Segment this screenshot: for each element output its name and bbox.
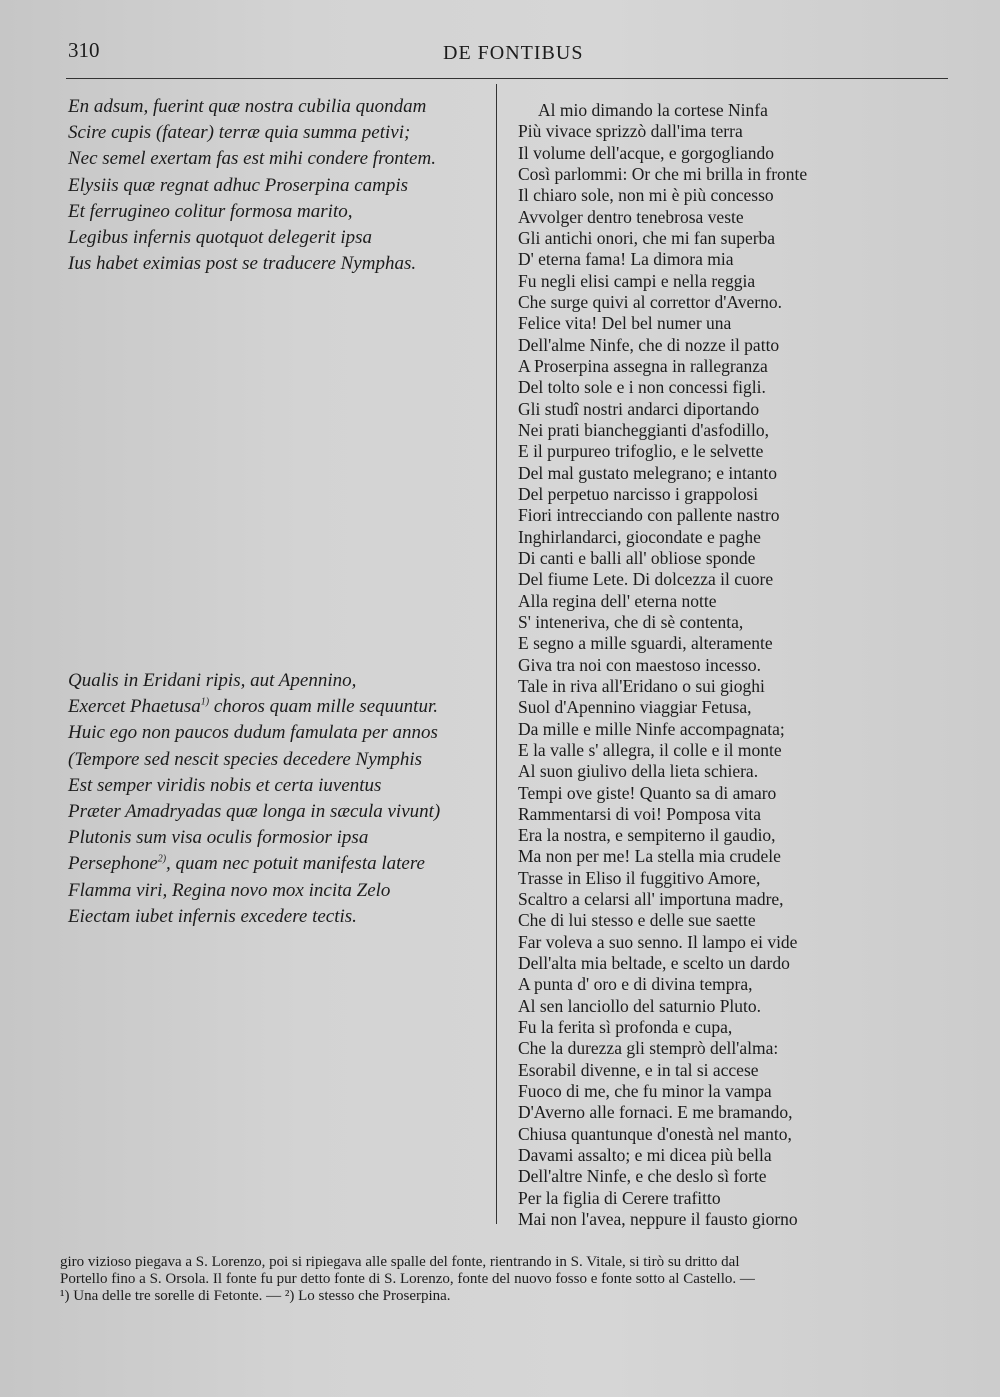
verse-line: Suol d'Apennino viaggiar Fetusa, [518, 697, 752, 718]
verse-line: (Tempore sed nescit species decedere Nymphis [68, 748, 423, 770]
verse-line: Per la figlia di Cerere trafitto [518, 1187, 721, 1208]
verse-line: E segno a mille sguardi, alteramente [518, 633, 773, 654]
verse-line: Felice vita! Del bel numer una [518, 313, 732, 334]
verse-line: En adsum, fuerint quæ nostra cubilia quondam [68, 96, 427, 117]
verse-line: Legibus infernis quotquot delegerit ipsa [68, 227, 372, 249]
verse-line: Tempi ove giste! Quanto sa di amaro [518, 782, 777, 803]
verse-line: Del fiume Lete. Di dolcezza il cuore [518, 569, 774, 590]
verse-text: , quam nec potuit manifesta latere [166, 853, 425, 875]
verse-line: Fu la ferita sì profonda e cupa, [518, 1017, 733, 1038]
verse-line: Præter Amadryadas quæ longa in sæcula vivunt) [68, 801, 441, 823]
verse-line: Fuoco di me, che fu minor la vampa [518, 1081, 772, 1102]
verse-line: Più vivace sprizzò dall'ima terra [518, 121, 743, 142]
verse-line: Ius habet eximias post se traducere Nymphas. [68, 253, 417, 275]
verse-line: Dell'alta mia beltade, e scelto un dardo [518, 953, 790, 974]
verse-line: Scaltro a celarsi all' importuna madre, [518, 889, 784, 910]
verse-line: Fiori intrecciando con pallente nastro [518, 505, 780, 526]
verse-line: Al suon giulivo della lieta schiera. [518, 761, 759, 782]
footnote-line: giro vizioso piegava a S. Lorenzo, poi si ripiegava alle spalle del fonte, rientrando in S. Vitale, si tirò su dritto dal [60, 1254, 740, 1270]
verse-line: Al mio dimando la cortese Ninfa [538, 100, 768, 120]
verse-line: S' inteneriva, che di sè contenta, [518, 611, 744, 632]
verse-line: Far voleva a suo senno. Il lampo ei vide [518, 931, 798, 952]
verse-line: Flamma viri, Regina novo mox incita Zelo [68, 879, 391, 901]
verse-line: Et ferrugineo colitur formosa marito, [68, 200, 353, 222]
verse-line: Dell'alme Ninfe, che di nozze il patto [518, 334, 780, 355]
verse-line: Plutonis sum visa oculis formosior ipsa [68, 827, 369, 849]
verse-line: Est semper viridis nobis et certa iuventus [68, 774, 382, 796]
verse-line: E il purpureo trifoglio, e le selvette [518, 441, 764, 462]
verse-line: Del tolto sole e i non concessi figli. [518, 377, 766, 398]
page-number: 310 [68, 38, 100, 62]
verse-line: Alla regina dell' eterna notte [518, 590, 717, 611]
verse-line: D' eterna fama! La dimora mia [518, 249, 734, 270]
verse-line: Il chiaro sole, non mi è più concesso [518, 185, 774, 206]
verse-line: Al sen lanciollo del saturnio Pluto. [518, 995, 762, 1016]
verse-line: Davami assalto; e mi dicea più bella [518, 1145, 772, 1166]
verse-text: choros quam mille sequuntur. [209, 696, 438, 718]
verse-line: Del perpetuo narcisso i grappolosi [518, 483, 759, 504]
italian-verse [518, 100, 938, 1230]
verse-line: Chiusa quantunque d'onestà nel manto, [518, 1123, 792, 1144]
verse-line: Eiectam iubet infernis excedere tectis. [68, 905, 357, 927]
verse-line: Che la durezza gli stemprò dell'alma: [518, 1038, 779, 1059]
footnotes [60, 1254, 950, 1305]
verse-line: Fu negli elisi campi e nella reggia [518, 270, 756, 291]
verse-line: Tale in riva all'Eridano o sui gioghi [518, 675, 765, 696]
verse-line: Inghirlandarci, giocondate e paghe [518, 526, 761, 547]
footnote-line: ¹) Una delle tre sorelle di Fetonte. — ²) Lo stesso che Proserpina. [60, 1288, 451, 1304]
verse-line: A Proserpina assegna in rallegranza [518, 355, 768, 376]
verse-text: Exercet Phaetusa [68, 696, 201, 718]
verse-line: Rammentarsi di voi! Pomposa vita [518, 803, 762, 824]
verse-line: A punta d' oro e di divina tempra, [518, 974, 753, 995]
verse-line: Huic ego non paucos dudum famulata per annos [68, 722, 438, 744]
footnote-marker: 1) [200, 696, 210, 708]
verse-line: Del mal gustato melegrano; e intanto [518, 462, 778, 483]
verse-line: Nec semel exertam fas est mihi condere frontem. [68, 148, 436, 170]
running-head: DE FONTIBUS [443, 42, 584, 64]
verse-line: Scire cupis (fatear) terræ quia summa petivi; [68, 122, 411, 144]
latin-verse-bottom [68, 668, 498, 930]
verse-line: Giva tra noi con maestoso incesso. [518, 654, 762, 675]
footnote-marker: 2) [157, 854, 167, 866]
verse-line: Di canti e balli all' obliose sponde [518, 547, 756, 568]
verse-line: Che di lui stesso e delle sue saette [518, 910, 756, 931]
verse-line [68, 694, 498, 720]
verse-line: Avvolger dentro tenebrosa veste [518, 206, 744, 227]
verse-line: E la valle s' allegra, il colle e il monte [518, 739, 782, 760]
verse-line: Nei prati biancheggianti d'asfodillo, [518, 419, 769, 440]
footnote-line: Portello fino a S. Orsola. Il fonte fu pur detto fonte di S. Lorenzo, fonte del nuovo fosso e fonte sotto al Castello. — [60, 1271, 755, 1287]
verse-line: Era la nostra, e sempiterno il gaudio, [518, 825, 776, 846]
verse-line: Il volume dell'acque, e gorgogliando [518, 142, 775, 163]
verse-line: Ma non per me! La stella mia crudele [518, 846, 781, 867]
verse-line: Da mille e mille Ninfe accompagnata; [518, 718, 785, 739]
verse-line: Mai non l'avea, neppure il fausto giorno [518, 1209, 798, 1230]
verse-line: Gli studî nostri andarci diportando [518, 398, 760, 419]
verse-line [68, 851, 498, 877]
verse-line: Elysiis quæ regnat adhuc Proserpina campis [68, 174, 409, 196]
verse-text: Persephone [68, 853, 158, 875]
latin-verse-top [68, 94, 498, 277]
verse-line: Dell'altre Ninfe, e che deslo sì forte [518, 1166, 767, 1187]
verse-line: Così parlommi: Or che mi brilla in fronte [518, 163, 808, 184]
verse-line: Esorabil divenne, e in tal si accese [518, 1059, 759, 1080]
verse-line: Trasse in Eliso il fuggitivo Amore, [518, 867, 761, 888]
verse-line: Che surge quivi al correttor d'Averno. [518, 291, 782, 312]
verse-line: Qualis in Eridani ripis, aut Apennino, [68, 670, 357, 691]
verse-line: Gli antichi onori, che mi fan superba [518, 227, 776, 248]
page-header [0, 38, 1000, 68]
header-rule [66, 78, 948, 79]
verse-line: D'Averno alle fornaci. E me bramando, [518, 1102, 793, 1123]
